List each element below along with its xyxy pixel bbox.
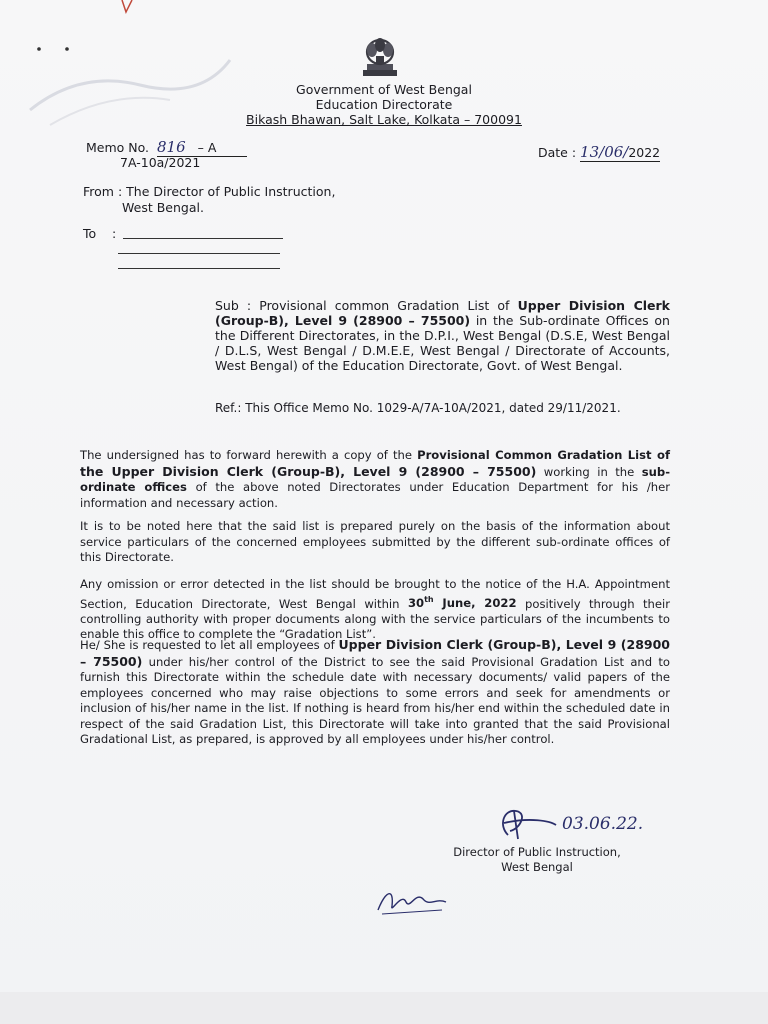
- initials-scribble: [372, 880, 452, 920]
- to-blank-line: [123, 238, 283, 239]
- corner-mark: [118, 0, 138, 14]
- subject-block: [215, 298, 670, 373]
- paragraph-1: [80, 448, 670, 511]
- letterhead: [200, 82, 568, 127]
- reference-line: [215, 401, 621, 415]
- org-name: Government of West Bengal: [296, 82, 472, 97]
- date-label: Date :: [538, 145, 577, 160]
- memo-label: Memo No.: [86, 140, 150, 155]
- punch-mark: [35, 42, 75, 56]
- from-line2: West Bengal.: [122, 200, 204, 215]
- subject-bold: Upper Division Clerk (Group-B), Level 9 (28900 – 75500): [215, 298, 670, 328]
- paragraph-4: [80, 637, 670, 748]
- p3-text: Any omission or error detected in the list should be brought to the notice of the H.A. Appointment Section, Education Directorate, West Bengal within: [80, 577, 670, 611]
- p1-bold-2: the Upper Division Clerk (Group-B), Level 9 (28900 – 75500): [80, 463, 537, 479]
- signatory-title-1: Director of Public Instruction,: [453, 845, 621, 859]
- p4-text-2: under his/her control of the District to see the said Provisional Gradation List and to furnish this Directorate within the schedule date with necessary documents/ valid papers of the employees concerned who may raise objections to some errors and seek for amendments or inclusion of his/her name in the list. If nothing is heard from his/her end within the scheduled date in respect of the said Gradation List, this Directorate will take into granted that the said Provisional Gradational List, as prepared, is approved by all employees under his/her control.: [80, 654, 670, 746]
- signature-date-handwritten: 03.06.22.: [562, 814, 644, 834]
- paragraph-2: It is to be noted here that the said list is prepared purely on the basis of the information about service particulars of the concerned employees submitted by the different sub-ordinate offices of this Directorate.: [80, 519, 670, 564]
- from-label: From :: [83, 184, 123, 199]
- memo-suffix: – A: [197, 140, 217, 155]
- reference-text: This Office Memo No. 1029-A/7A-10A/2021, dated 29/11/2021.: [245, 401, 621, 415]
- date-year: 2022: [628, 145, 661, 160]
- p1-text: The undersigned has to forward herewith a copy of the: [80, 448, 412, 462]
- memo-file-ref: 7A-10a/2021: [120, 155, 201, 170]
- memo-number-handwritten: 816: [157, 138, 186, 156]
- subject-text-2: in the Sub-ordinate Offices on the Different Directorates, in the D.P.I., West Bengal (D.S.E, West Bengal / D.L.S, West Bengal / D.M.E.E, West Bengal / Directorate of Accounts, West Bengal) of the Education Directorate, Govt. of West Bengal.: [215, 313, 670, 373]
- date-line: [538, 144, 660, 162]
- p3-deadline: [408, 596, 517, 610]
- p3-day-suffix: th: [424, 595, 434, 605]
- p3-day: 30: [407, 596, 425, 611]
- p3-text-2: positively through their controlling authority with proper documents along with the service particulars of the incumbents to enable this office to complete the “Gradation List”.: [80, 596, 670, 642]
- dept-name: Education Directorate: [315, 97, 453, 112]
- subject-text-1: Provisional common Gradation List of: [259, 298, 510, 313]
- p1-text-2: working in the: [543, 464, 635, 479]
- to-label: To: [83, 226, 97, 241]
- reference-label: Ref.:: [215, 401, 242, 415]
- signatory-block: [437, 845, 637, 875]
- date-handwritten: 13/06/: [580, 143, 629, 161]
- to-blank-line: [118, 268, 280, 269]
- from-line1: The Director of Public Instruction,: [126, 184, 336, 199]
- subject-label: Sub :: [215, 298, 252, 313]
- p3-month: June, 2022: [442, 596, 517, 611]
- p1-bold-1: Provisional Common Gradation List of: [417, 448, 670, 462]
- scan-bottom-edge: [0, 992, 768, 1024]
- p4-text: He/ She is requested to let all employees of: [80, 638, 335, 652]
- from-block: [83, 184, 335, 200]
- paragraph-3: [80, 577, 670, 643]
- signature-image: [490, 795, 700, 845]
- signatory-title-2: West Bengal: [501, 860, 573, 874]
- org-address: Bikash Bhawan, Salt Lake, Kolkata – 700091: [246, 112, 522, 127]
- p1-bold-3: sub-ordinate offices: [80, 464, 671, 494]
- date-field: [580, 144, 660, 162]
- state-emblem-icon: [357, 30, 403, 80]
- p4-bold: Upper Division Clerk (Group-B), Level 9 (28900 – 75500): [80, 637, 670, 669]
- to-colon: :: [112, 226, 117, 241]
- p1-text-3: of the above noted Directorates under Education Department for his /her information and necessary action.: [80, 480, 670, 510]
- to-blank-line: [118, 253, 280, 254]
